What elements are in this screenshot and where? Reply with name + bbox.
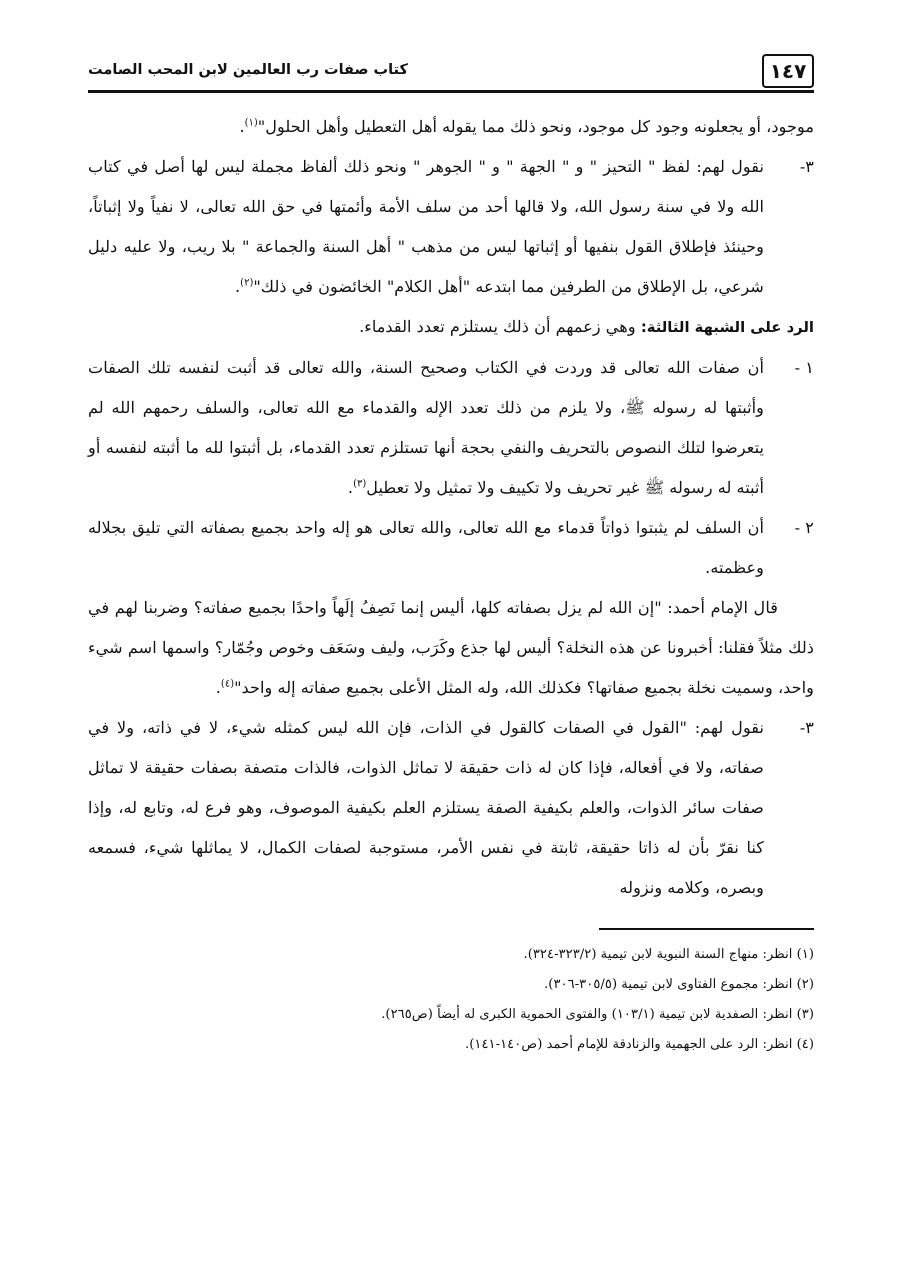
section-heading: الرد على الشبهة الثالثة:: [640, 319, 814, 336]
body-text: [88, 107, 814, 908]
list-item-body: أن صفات الله تعالى قد وردت في الكتاب وصحيح السنة، والله تعالى قد أثبت لنفسه تلك الصفات وأثبتها له رسوله ﷺ، ولا يلزم من ذلك تعدد الإله والقدماء مع الله تعالى، والسلف رحمهم الله لم يتعرضوا لتلك النصوص بالتحريف والنفي بحجة أنها تستلزم تعدد القدماء، بل أثبتوا لله ما أثبته لنفسه أو أثبته له رسوله ﷺ غير تحريف ولا تكييف ولا تمثيل ولا تعطيل: [88, 358, 764, 497]
paragraph-continuation: [88, 107, 814, 147]
list-item-body: نقول لهم: لفظ " التحيز " و " الجهة " و " الجوهر " ونحو ذلك ألفاظ مجملة ليس لها أصل في كتاب الله ولا في سنة رسول الله، ولا قالها أحد من سلف الأمة وأئمتها في حق الله تعالى، لا نفياً ولا إثباتاً، وحينئذ فإطلاق القول بنفيها أو إثباتها ليس من مذهب " أهل السنة والجماعة " بلا ريب، ولا عليه دليل شرعي، بل الإطلاق من الطرفين مما ابتدعه "أهل الكلام" الخائضون في ذلك": [88, 157, 764, 296]
list-item-text: نقول لهم: "القول في الصفات كالقول في الذات، فإن الله ليس كمثله شيء، لا في ذاته، ولا في صفاته، ولا في أفعاله، فإذا كان له ذات حقيقة لا تماثل الذوات، فالذات متصفة بصفات حقيقة لا تماثل صفات سائر الذوات، والعلم بكيفية الصفة يستلزم العلم بكيفية الموصوف، وهو فرع له، وتابع له، وإذا كنا نقرّ بأن له ذاتا حقيقة، ثابتة في نفس الأمر، مستوجبة لصفات الكمال، لا يماثلها شيء، فسمعه وبصره، وكلامه ونزوله: [88, 718, 764, 897]
list-item-2: [88, 508, 814, 588]
section-heading-text: وهي زعمهم أن ذلك يستلزم تعدد القدماء.: [359, 317, 641, 336]
document-page: [88, 52, 814, 1060]
list-marker: ٢ -: [794, 518, 814, 537]
section-heading-paragraph: [88, 307, 814, 348]
paragraph-end: .: [239, 117, 245, 136]
list-item-text: [88, 348, 764, 508]
book-title: كتاب صفات رب العالمين لابن المحب الصامت: [88, 62, 408, 78]
quote-end: .: [215, 678, 221, 697]
list-item-1: [88, 348, 814, 508]
footnote-ref[interactable]: (٣): [353, 478, 367, 490]
list-item-end: .: [347, 478, 354, 497]
footnote-ref[interactable]: (٢): [240, 277, 254, 289]
list-marker: ٣-: [799, 157, 814, 176]
list-item-text: أن السلف لم يثبتوا ذواتاً قدماء مع الله تعالى، والله تعالى هو إله واحد بجميع بصفاته التي تليق بجلاله وعظمته.: [88, 518, 764, 577]
list-item-text: [88, 147, 764, 307]
page-number-box: ١٤٧: [762, 54, 814, 88]
list-marker: ٣-: [799, 718, 814, 737]
footnote-item: (٢) انظر: مجموع الفتاوى لابن تيمية (٣٠٥/٥-٣٠٦).: [544, 977, 814, 992]
footnote-ref[interactable]: (٤): [220, 678, 235, 690]
footnote-divider: [599, 928, 814, 930]
footnote-item: (٤) انظر: الرد على الجهمية والزنادقة للإمام أحمد (ص١٤٠-١٤١).: [465, 1037, 814, 1052]
footnote-item: (٣) انظر: الصفدية لابن تيمية (١٠٣/١) والفتوى الحموية الكبرى له أيضاً (ص٢٦٥).: [381, 1007, 814, 1022]
footnote-item: (١) انظر: منهاج السنة النبوية لابن تيمية (٣٢٣/٢-٣٢٤).: [523, 947, 814, 962]
list-item-3a: [88, 147, 814, 307]
list-item-end: .: [235, 277, 241, 296]
quote-text: قال الإمام أحمد: "إن الله لم يزل بصفاته كلها، أليس إنما نَصِفُ إلَهاً واحدًا بجميع صفاته؟ وضربنا لهم في ذلك مثلاً فقلنا: أخبرونا عن هذه النخلة؟ أليس لها جذع وكَرَب، وليف وسَعَف وخوص وجُمّار؟ واسمها اسم شيء واحد، وسميت نخلة بجميع صفاتها؟ فكذلك الله، وله المثل الأعلى بجميع صفاته إله واحد": [88, 598, 814, 697]
list-marker: ١ -: [794, 358, 814, 377]
list-item-3b: [88, 708, 814, 908]
quote-paragraph: [88, 588, 814, 708]
page-header: [88, 52, 814, 93]
footnotes: [88, 940, 814, 1060]
footnote-ref[interactable]: (١): [244, 117, 258, 129]
paragraph-text: موجود، أو يجعلونه وجود كل موجود، ونحو ذلك مما يقوله أهل التعطيل وأهل الحلول": [257, 117, 814, 136]
